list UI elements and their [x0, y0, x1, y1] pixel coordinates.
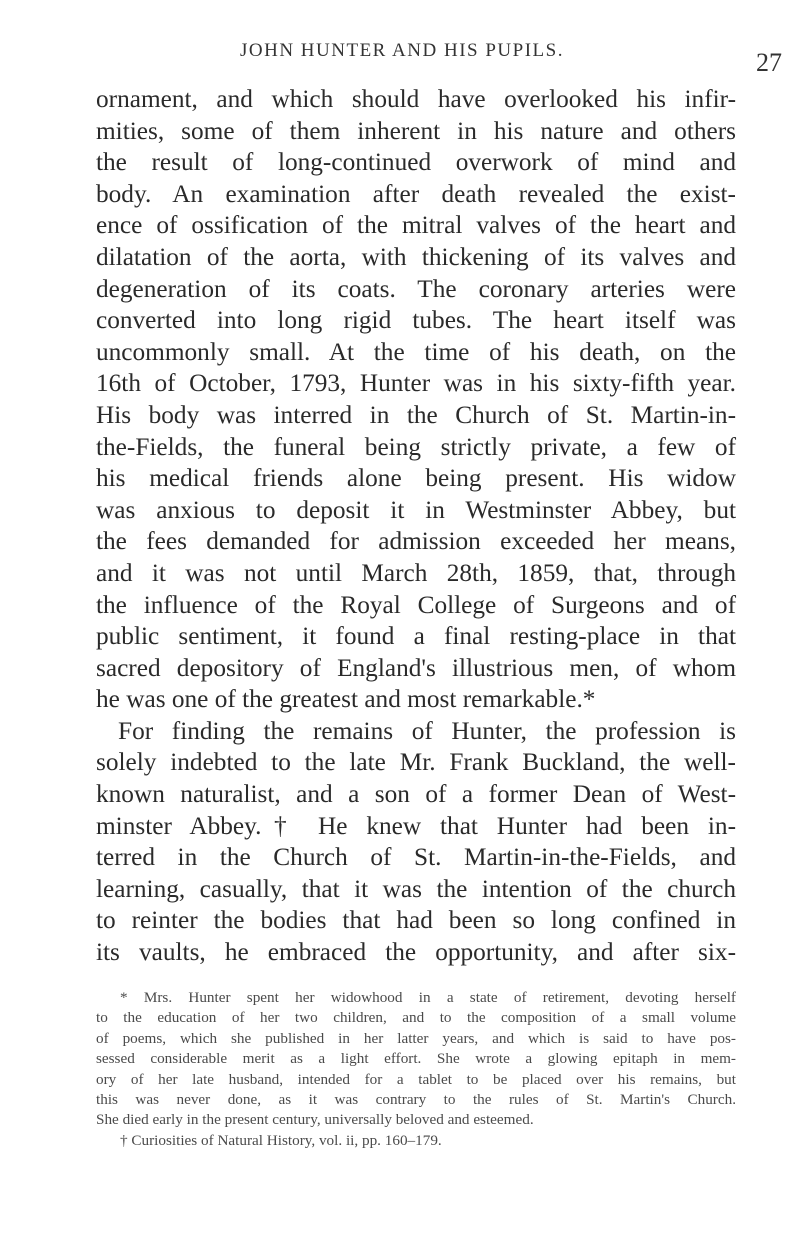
- body-line: converted into long rigid tubes. The heart itself was: [96, 306, 736, 335]
- body-line: body. An examination after death revealed the exist-: [96, 179, 736, 208]
- body-line: its vaults, he embraced the opportunity, and after six-: [96, 938, 736, 967]
- footnote-line: sessed considerable merit as a light effort. She wrote a glowing epitaph in mem-: [96, 1050, 736, 1068]
- body-line: to reinter the bodies that had been so long confined in: [96, 906, 736, 935]
- body-line: was anxious to deposit it in Westminster Abbey, but: [96, 495, 736, 524]
- footnotes: [96, 988, 736, 1151]
- body-line: the result of long-continued overwork of mind and: [96, 148, 736, 177]
- footnote-line: to the education of her two children, and to the composition of a small volume: [96, 1009, 736, 1027]
- body-line: he was one of the greatest and most remarkable.*: [96, 685, 596, 714]
- body-line: dilatation of the aorta, with thickening of its valves and: [96, 242, 736, 271]
- body-line: For finding the remains of Hunter, the profession is: [118, 716, 736, 745]
- footnote-line: ory of her late husband, intended for a tablet to be placed over his remains, but: [96, 1070, 736, 1088]
- body-line: uncommonly small. At the time of his death, on the: [96, 337, 736, 366]
- body-line: the influence of the Royal College of Surgeons and of: [96, 590, 736, 619]
- footnote-line: She died early in the present century, universally beloved and esteemed.: [96, 1111, 534, 1129]
- body-line: known naturalist, and a son of a former Dean of West-: [96, 780, 736, 809]
- body-line: 16th of October, 1793, Hunter was in his sixty-fifth year.: [96, 369, 736, 398]
- page-number: 27: [756, 48, 782, 77]
- body-line: terred in the Church of St. Martin-in-the-Fields, and: [96, 843, 736, 872]
- body-line: ence of ossification of the mitral valves of the heart and: [96, 211, 736, 240]
- body-line: ornament, and which should have overlooked his infir-: [96, 85, 736, 113]
- footnote-line: * Mrs. Hunter spent her widowhood in a state of retirement, devoting herself: [120, 989, 736, 1006]
- body-line: his medical friends alone being present. His widow: [96, 464, 736, 493]
- body-line: His body was interred in the Church of St. Martin-in-: [96, 400, 736, 429]
- body-line: solely indebted to the late Mr. Frank Buckland, the well-: [96, 748, 736, 777]
- body-line: minster Abbey.† He knew that Hunter had been in-: [96, 811, 736, 840]
- body-line: the fees demanded for admission exceeded her means,: [96, 527, 736, 556]
- body-line: the-Fields, the funeral being strictly private, a few of: [96, 432, 736, 461]
- footnote-line: this was never done, as it was contrary to the rules of St. Martin's Church.: [96, 1090, 736, 1108]
- body-line: and it was not until March 28th, 1859, that, through: [96, 558, 736, 587]
- body-line: public sentiment, it found a final resting-place in that: [96, 622, 736, 651]
- body-text: [96, 84, 736, 969]
- body-line: learning, casually, that it was the intention of the church: [96, 874, 736, 903]
- body-line: mities, some of them inherent in his nature and others: [96, 116, 736, 145]
- footnote-line: † Curiosities of Natural History, vol. ii, pp. 160–179.: [120, 1131, 442, 1149]
- body-line: sacred depository of England's illustrious men, of whom: [96, 653, 736, 682]
- body-line: degeneration of its coats. The coronary arteries were: [96, 274, 736, 303]
- footnote-line: of poems, which she published in her latter years, and which is said to have pos-: [96, 1029, 736, 1047]
- running-head: JOHN HUNTER AND HIS PUPILS.: [240, 40, 564, 61]
